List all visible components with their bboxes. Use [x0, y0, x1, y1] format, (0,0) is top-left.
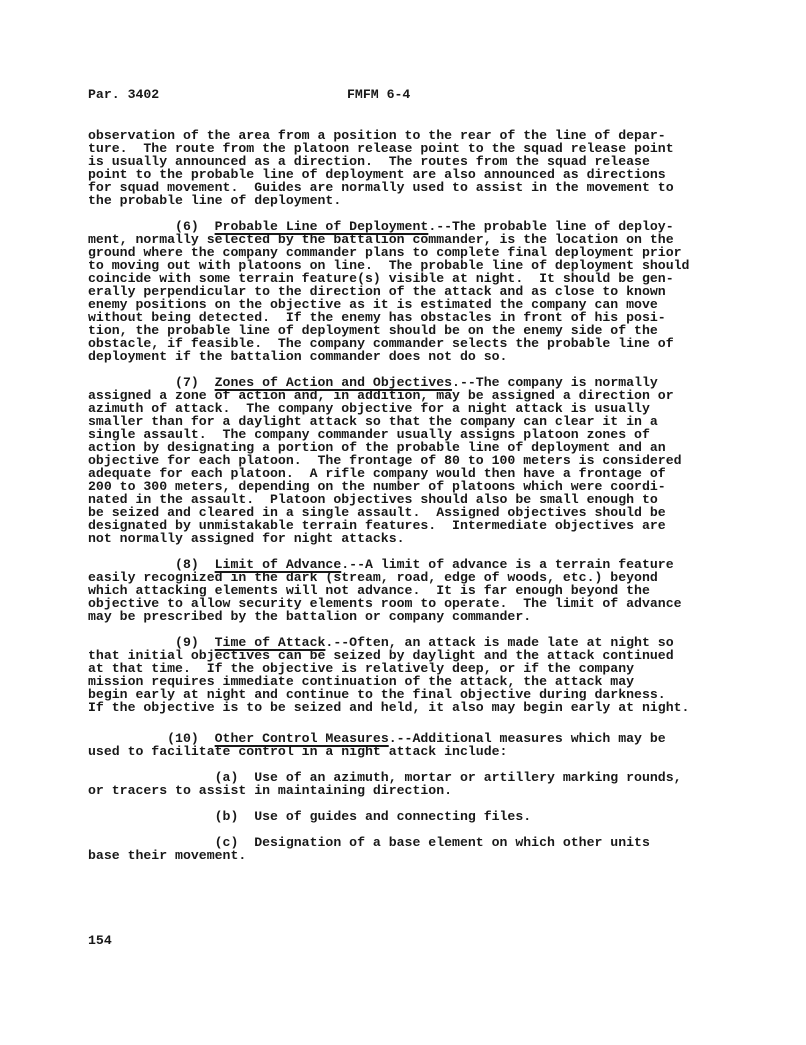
text-line: or tracers to assist in maintaining direction. [88, 783, 453, 798]
section-number: (9) [88, 635, 215, 650]
text-line: (a) Use of an azimuth, mortar or artillery marking rounds, [88, 770, 682, 785]
text-line: azimuth of attack. The company objective for a night attack is usually [88, 401, 650, 416]
text-line: base their movement. [88, 848, 247, 863]
section-title: Limit of Advance [214, 557, 342, 572]
numbered-paragraph [88, 636, 728, 714]
text-line: smaller than for a daylight attack so that the company can clear it in a [88, 414, 658, 429]
text-line: for squad movement. Guides are normally used to assist in the movement to [88, 180, 674, 195]
section-title: Zones of Action and Objectives [214, 375, 453, 390]
numbered-paragraph [88, 220, 728, 363]
text-line: be seized and cleared in a single assault. Assigned objectives should be [88, 505, 666, 520]
text-line: is usually announced as a direction. The routes from the squad release [88, 154, 650, 169]
text-line: objective for each platoon. The frontage of 80 to 100 meters is considered [88, 453, 682, 468]
text-line: nated in the assault. Platoon objectives should also be small enough to [88, 492, 658, 507]
text-line: observation of the area from a position to the rear of the line of depar- [88, 128, 666, 143]
page-header [88, 88, 708, 101]
text-line: without being detected. If the enemy has obstacles in front of his posi- [88, 310, 666, 325]
text-line: (c) Designation of a base element on which other units [88, 835, 650, 850]
section-heading-text: .--Often, an attack is made late at night so [325, 635, 674, 650]
section-heading-text: .--A limit of advance is a terrain feature [341, 557, 674, 572]
paragraph [88, 810, 728, 823]
section-number: (8) [88, 557, 215, 572]
text-line: the probable line of deployment. [88, 193, 342, 208]
text-line: coincide with some terrain feature(s) visible at night. It should be gen- [88, 271, 674, 286]
text-line: assigned a zone of action and, in addition, may be assigned a direction or [88, 388, 674, 403]
paragraph [88, 836, 728, 862]
text-line: at that time. If the objective is relatively deep, or if the company [88, 661, 635, 676]
section-number: (7) [88, 375, 215, 390]
numbered-paragraph [88, 376, 728, 545]
section-number: (10) [88, 731, 215, 746]
text-line: single assault. The company commander usually assigns platoon zones of [88, 427, 650, 442]
page-content [88, 88, 728, 947]
paragraph-reference: Par. 3402 [88, 87, 160, 102]
text-line: ground where the company commander plans to complete final deployment prior [88, 245, 682, 260]
text-line: used to facilitate control in a night attack include: [88, 744, 508, 759]
numbered-paragraph [88, 732, 728, 758]
text-line: ture. The route from the platoon release point to the squad release point [88, 141, 674, 156]
text-line: to moving out with platoons on line. The probable line of deployment should [88, 258, 690, 273]
text-line: objective to allow security elements room to operate. The limit of advance [88, 596, 682, 611]
text-line: action by designating a portion of the probable line of deployment and an [88, 440, 666, 455]
document-body [88, 129, 728, 862]
page-number: 154 [88, 933, 112, 948]
text-line: obstacle, if feasible. The company commander selects the probable line of [88, 336, 674, 351]
section-title: Probable Line of Deployment [214, 219, 429, 234]
text-line: mission requires immediate continuation of the attack, the attack may [88, 674, 635, 689]
text-line: tion, the probable line of deployment should be on the enemy side of the [88, 323, 658, 338]
numbered-paragraph [88, 558, 728, 623]
text-line: ment, normally selected by the battalion commander, is the location on the [88, 232, 674, 247]
text-line: that initial objectives can be seized by daylight and the attack continued [88, 648, 674, 663]
section-heading-text: .--The probable line of deploy- [428, 219, 674, 234]
text-line: point to the probable line of deployment are also announced as directions [88, 167, 666, 182]
text-line: erally perpendicular to the direction of the attack and as close to known [88, 284, 666, 299]
manual-designation: FMFM 6-4 [347, 87, 411, 102]
section-number: (6) [88, 219, 215, 234]
text-line: begin early at night and continue to the final objective during darkness. [88, 687, 666, 702]
text-line: enemy positions on the objective as it is estimated the company can move [88, 297, 658, 312]
paragraph [88, 129, 728, 207]
section-heading-text: .--Additional measures which may be [388, 731, 666, 746]
text-line: If the objective is to be seized and held, it also may begin early at night. [88, 700, 690, 715]
text-line: not normally assigned for night attacks. [88, 531, 405, 546]
text-line: which attacking elements will not advance. It is far enough beyond the [88, 583, 650, 598]
text-line: deployment if the battalion commander does not do so. [88, 349, 508, 364]
text-line: adequate for each platoon. A rifle company would then have a frontage of [88, 466, 666, 481]
section-heading-text: .--The company is normally [452, 375, 658, 390]
text-line: designated by unmistakable terrain features. Intermediate objectives are [88, 518, 666, 533]
section-title: Other Control Measures [214, 731, 389, 746]
section-title: Time of Attack [214, 635, 326, 650]
text-line: easily recognized in the dark (stream, road, edge of woods, etc.) beyond [88, 570, 658, 585]
paragraph [88, 771, 728, 797]
text-line: 200 to 300 meters, depending on the number of platoons which were coordi- [88, 479, 666, 494]
text-line: (b) Use of guides and connecting files. [88, 809, 532, 824]
text-line: may be prescribed by the battalion or company commander. [88, 609, 532, 624]
